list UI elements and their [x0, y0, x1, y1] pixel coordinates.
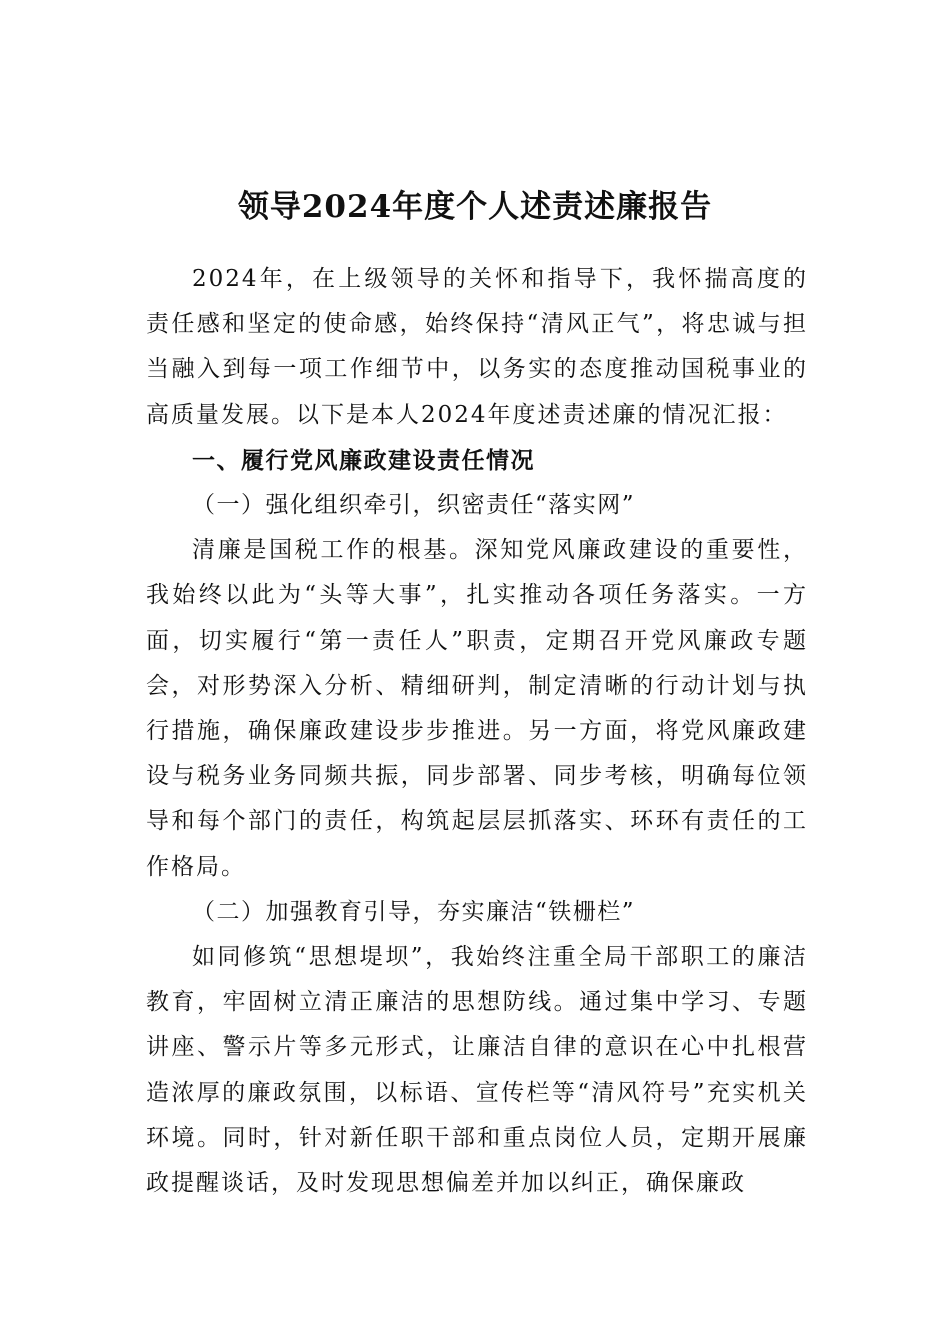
- subsection-2-heading: （二）加强教育引导，夯实廉洁“铁栅栏”: [192, 898, 636, 925]
- subsection-2-paragraph: 如同修筑“思想堤坝”，我始终注重全局干部职工的廉洁教育，牢固树立清正廉洁的思想防线。通过集中学习、专题讲座、警示片等多元形式，让廉洁自律的意识在心中扎根营造浓厚的廉政氛围，以标语、宣传栏等“清风符号”充实机关环境。同时，针对新任职干部和重点岗位人员，定期开展廉政提醒谈话，及时发现思想偏差并加以纠正，确保廉政: [146, 944, 808, 1197]
- document-title: 领导2024年度个人述责述廉报告: [237, 188, 713, 225]
- intro-paragraph: 2024年，在上级领导的关怀和指导下，我怀揣高度的责任感和坚定的使命感，始终保持“清风正气”，将忠诚与担当融入到每一项工作细节中，以务实的态度推动国税事业的高质量发展。以下是本人2024年度述责述廉的情况汇报：: [146, 266, 808, 428]
- subsection-1-paragraph: 清廉是国税工作的根基。深知党风廉政建设的重要性，我始终以此为“头等大事”，扎实推动各项任务落实。一方面，切实履行“第一责任人”职责，定期召开党风廉政专题会，对形势深入分析、精细研判，制定清晰的行动计划与执行措施，确保廉政建设步步推进。另一方面，将党风廉政建设与税务业务同频共振，同步部署、同步考核，明确每位领导和每个部门的责任，构筑起层层抓落实、环环有责任的工作格局。: [146, 537, 808, 880]
- subsection-1-heading: （一）强化组织牵引，织密责任“落实网”: [192, 492, 636, 519]
- document-body: [146, 257, 808, 1206]
- section-1-heading: 一、履行党风廉政建设责任情况: [192, 446, 535, 474]
